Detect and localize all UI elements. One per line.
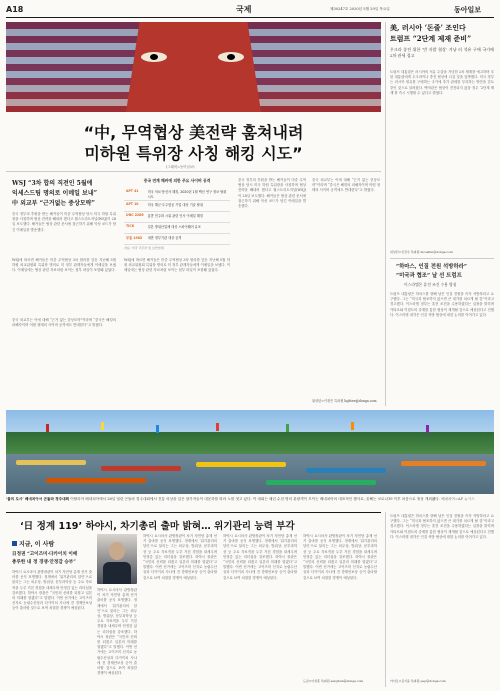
trees xyxy=(6,432,494,454)
side-table xyxy=(124,188,230,245)
main-body-col4: 중국 외교부는 이에 대해 “근거 없는 중상모략”이라며 “중국은 해킹의 피해자이며 어떤 형태의 사이버 공격에도 반대한다”고 밝혔다. xyxy=(312,178,380,193)
right2-byline: 카이로=김기윤 특파원 pep@donga.com xyxy=(390,679,446,683)
right2-body-cont: 트럼프 대통령은 하마스를 향해 남은 인질 전원을 즉각 석방하라고 요구했다. 그는 “미국과 협조하지 않으면 큰 대가를 치르게 될 것”이라고 경고했다. 이스라엘 정부는 휴전 조건을 수용하겠다는 입장을 밝히며 카타르와 이집트의 중재를 통한 협상이 재개될 것으로 예상된다고 전했다. 이스라엘 내각은 인질 석방 협상에 대한 논의를 이어가고 있다. xyxy=(390,514,494,539)
bottom-byline: 도쿄=이상훈 특파원 sanghun@donga.com xyxy=(303,679,364,683)
page-number: A18 xyxy=(6,5,24,14)
side-table-title: 중국 연계 해커에 의한 주요 사이버 공격 xyxy=(143,178,211,183)
flag-icon xyxy=(101,422,104,430)
main-headline-line1: “中, 무역협상 美전략 훔쳐내려 xyxy=(83,123,304,142)
gondola xyxy=(16,460,86,465)
table-row xyxy=(124,188,230,201)
hero-illustration xyxy=(6,22,381,112)
table-row xyxy=(124,223,230,234)
table-cell-mark: TICK xyxy=(124,223,146,234)
table-cell-text: 미국 의료·통신사 해킹, 2020년 1월 백신 연구 정보 탈취 시도 xyxy=(146,188,230,201)
issue-info: 제30247호 2020년 5월 29일 목요일 xyxy=(330,7,390,11)
main-body-p3: 중국 외교부는 이에 대해 “근거 없는 중상모략”이라며 “중국은 해킹의 피해자이며 어떤 형태의 사이버 공격에도 반대한다”고 밝혔다. xyxy=(12,318,116,328)
right2-headline-line2: “미국과 협조” 날 선 트럼프 xyxy=(396,273,462,279)
photo-caption-credit: 베네치아=AP 뉴시스 xyxy=(441,497,475,501)
right-headline: 트럼프 “2단계 제재 준비” xyxy=(390,34,472,43)
main-body-col2: WSJ에 따르면 해커들은 미중 무역협상 3차 합의를 앞둔 지난해 5월 하원 외교위원회 특위장 명의로 미 정부 관계자들에게 이메일을 보냈다. 이메일에는 협상 관련 자료처럼 보이는 첨부 파일이 포함돼 있었다. xyxy=(124,258,230,273)
bottom-headline: ‘日 정계 119’ 하야시, 차기총리 출마 밝혀… 위기관리 능력 부각 xyxy=(20,521,295,532)
bottom-body-col1: 하야시 요시마사 관방장관이 차기 자민당 총재 선거 출마를 공식 표명했다. 정계에서 ‘위기관리의 달인’으로 불리는 그는 외무상, 방위상, 문부과학상 등 주요 각료직을 두루 거친 경험을 내세우며 안정감 있는 리더십을 강조했다. 하야시 장관은 “국민의 신뢰를 되찾고 일본의 미래를 열겠다”고 말했다. 이번 선거에는 고이즈미 신지로 농림수산상과 다카이치 사나에 전 경제안보상 등이 출마할 것으로 보여 치열한 경쟁이 예상된다. xyxy=(12,570,92,611)
square-icon xyxy=(12,541,17,546)
left-eye-graphic xyxy=(141,52,167,62)
flag-icon xyxy=(286,424,289,432)
portrait-photo xyxy=(97,534,137,584)
right-body: 트럼프 대통령은 러시아의 석유 수출을 겨냥한 2차 제재를 예고하며 푸틴 대통령에게 우크라이나 종전 협상에 나설 것을 압박했다. 미국 정부는 러시아 원유를 구매하는 국가에 추가 관세를 부과하는 방안을 검토 중인 것으로 알려졌다. 백악관은 협상이 진전되지 않을 경우 ‘2단계 제재’를 즉시 시행할 수 있다고 밝혔다. xyxy=(390,70,494,95)
table-row xyxy=(124,201,230,212)
main-byline: 워싱턴=이정은 특파원 lightee@donga.com xyxy=(312,399,377,403)
subhead-line1: WSJ “3차 합의 직전인 5월에 xyxy=(12,180,93,187)
right-byline: 워싱턴=신진우 특파원 niceshin@donga.com xyxy=(390,250,453,254)
subhead-line3: 中 외교부 “근거없는 중상모략” xyxy=(12,200,95,207)
sidebar-kicker-box xyxy=(12,539,54,548)
bottom-body-col5: 하야시 요시마사 관방장관이 차기 자민당 총재 선거 출마를 공식 표명했다. 정계에서 ‘위기관리의 달인’으로 불리는 그는 외무상, 방위상, 문부과학상 등 주요 각료직을 두루 거친 경험을 내세우며 안정감 있는 리더십을 강조했다. 하야시 장관은 “국민의 신뢰를 되찾고 일본의 미래를 열겠다”고 말했다. 이번 선거에는 고이즈미 신지로 농림수산상과 다카이치 사나에 전 경제안보상 등이 출마할 것으로 보여 치열한 경쟁이 예상된다. xyxy=(303,534,377,580)
divider xyxy=(390,258,494,259)
side-table-source: 자료: 미국 국무부 및 보안업체 xyxy=(124,246,164,250)
flag-icon xyxy=(46,424,49,432)
section-title: 국제 xyxy=(236,5,252,14)
right2-kicker: 이스라엘은 휴전 조건 수용 방침 xyxy=(404,282,457,287)
sidebar-line1: 日정권 “고이즈미·다카이치 이배 xyxy=(12,552,78,557)
table-cell-text: 홍콩 민주화 시위 관련 인사 이메일 해킹 xyxy=(146,212,230,223)
gondola xyxy=(196,462,286,467)
right2-body: 트럼프 대통령은 하마스를 향해 남은 인질 전원을 즉각 석방하라고 요구했다. 그는 “미국과 협조하지 않으면 큰 대가를 치르게 될 것”이라고 경고했다. 이스라엘 정부는 휴전 조건을 수용하겠다는 입장을 밝히며 카타르와 이집트의 중재를 통한 협상이 재개될 것으로 예상된다고 전했다. 이스라엘 내각은 인질 석방 협상에 대한 논의를 이어가고 있다. xyxy=(390,292,494,317)
table-cell-mark: 부틀 1983 xyxy=(124,234,146,245)
table-cell-text: 대만 정부기관 대상 공격 xyxy=(146,234,230,245)
column-divider xyxy=(385,512,386,687)
flag-icon xyxy=(156,425,159,433)
flag-icon xyxy=(216,423,219,431)
main-body-col3: 중국 정부의 후원을 받는 해커들이 미중 무역협상 당시 미국 하원 특위장을 사칭하며 협상 전략을 빼내려 했다고 월스트리트저널(WSJ)이 28일 보도했다. 해커들은 협상 관련 문서에 접근하기 위해 악성 코드가 담긴 이메일을 발송했다. xyxy=(238,178,306,209)
table-cell-mark: UNC 2286 xyxy=(124,212,146,223)
gondola xyxy=(401,461,486,466)
face-mask-graphic xyxy=(126,22,261,112)
gondola xyxy=(266,480,376,485)
gondola xyxy=(306,468,386,473)
photo-caption-text: 이탈리아 베네치아에서 28일 열린 곤돌라 경주대회에서 전통 의상을 입은 참가자들이 대운하를 따라 노를 젓고 있다. 이 대회는 매년 수천 명의 관광객이 모이는 베네치아의 대표적인 행사로, 올해는 코로나19 이후 처음으로 정상 개최됐다. xyxy=(70,497,440,501)
flag-icon xyxy=(426,425,429,433)
table-cell-text: 미국 해군·우주항공 기업 대상 기술 탈취 xyxy=(146,201,230,212)
gondola-race-photo xyxy=(6,410,494,494)
bottom-body-col2: 하야시 요시마사 관방장관이 차기 자민당 총재 선거 출마를 공식 표명했다. 정계에서 ‘위기관리의 달인’으로 불리는 그는 외무상, 방위상, 문부과학상 등 주요 각료직을 두루 거친 경험을 내세우며 안정감 있는 리더십을 강조했다. 하야시 장관은 “국민의 신뢰를 되찾고 일본의 미래를 열겠다”고 말했다. 이번 선거에는 고이즈미 신지로 농림수산상과 다카이치 사나에 전 경제안보상 등이 출마할 것으로 보여 치열한 경쟁이 예상된다. xyxy=(97,588,137,676)
bottom-body-col4: 하야시 요시마사 관방장관이 차기 자민당 총재 선거 출마를 공식 표명했다. 정계에서 ‘위기관리의 달인’으로 불리는 그는 외무상, 방위상, 문부과학상 등 주요 각료직을 두루 거친 경험을 내세우며 안정감 있는 리더십을 강조했다. 하야시 장관은 “국민의 신뢰를 되찾고 일본의 미래를 열겠다”고 말했다. 이번 선거에는 고이즈미 신지로 농림수산상과 다카이치 사나에 전 경제안보상 등이 출마할 것으로 보여 치열한 경쟁이 예상된다. xyxy=(223,534,297,580)
main-body-p2: WSJ에 따르면 해커들은 미중 무역협상 3차 합의를 앞둔 지난해 5월 하원 외교위원회 특위장 명의로 미 정부 관계자들에게 이메일을 보냈다. 이메일에는 협상 관련 자료처럼 보이는 첨부 파일이 포함돼 있었다. xyxy=(12,258,116,273)
table-cell-text: 일본 방위산업체 대상 스파이웨어 유포 xyxy=(146,223,230,234)
table-row xyxy=(124,234,230,245)
right-summary: 우크라 종전 위한 ‘반 자발 협상’ 겨냥 러 석유 구매 국가에 2차 관세 경고 xyxy=(390,47,494,58)
header-rule xyxy=(6,17,494,18)
flag-icon xyxy=(351,422,354,430)
table-cell-mark: APT 10 xyxy=(124,201,146,212)
sidebar-line2: 총루한 내 정 경쟁·안정감 승부” xyxy=(12,560,76,565)
subhead-line2: 익세스드팀 명의로 이메일 보내” xyxy=(12,190,98,197)
table-row xyxy=(124,212,230,223)
bottom-body-col3: 하야시 요시마사 관방장관이 차기 자민당 총재 선거 출마를 공식 표명했다. 정계에서 ‘위기관리의 달인’으로 불리는 그는 외무상, 방위상, 문부과학상 등 주요 각료직을 두루 거친 경험을 내세우며 안정감 있는 리더십을 강조했다. 하야시 장관은 “국민의 신뢰를 되찾고 일본의 미래를 열겠다”고 말했다. 이번 선거에는 고이즈미 신지로 농림수산상과 다카이치 사나에 전 경제안보상 등이 출마할 것으로 보여 치열한 경쟁이 예상된다. xyxy=(143,534,217,580)
photo-caption-label: ‘물의 도시’ 베네치아서 곤돌라 경주대회 xyxy=(6,497,70,501)
right-kicker: 美, 러시아 ‘돈줄’ 조인다 xyxy=(390,23,466,32)
right-eye-graphic xyxy=(218,52,244,62)
gondola xyxy=(46,478,146,483)
photo-credit: (그래픽=동아일보) xyxy=(166,165,195,169)
main-body-p1: 중국 정부의 후원을 받는 해커들이 미중 무역협상 당시 미국 하원 특위장을 사칭하며 협상 전략을 빼내려 했다고 월스트리트저널(WSJ)이 28일 보도했다. 해커들은 협상 관련 문서에 접근하기 위해 악성 코드가 담긴 이메일을 발송했다. xyxy=(12,212,116,232)
main-headline-line2: 미하원 특위장 사칭 해킹 시도” xyxy=(84,144,303,163)
right2-headline-line1: “하마스, 인질 전원 석방하라” xyxy=(396,264,467,270)
gondola xyxy=(101,466,181,471)
masthead: 동아일보 xyxy=(454,6,482,14)
photo-caption xyxy=(6,497,494,509)
table-cell-mark: APT 41 xyxy=(124,188,146,201)
column-divider xyxy=(385,22,386,406)
section-rule xyxy=(6,512,381,513)
sidebar-kicker: 지금, 이 사람 xyxy=(19,541,55,548)
divider xyxy=(6,171,381,172)
